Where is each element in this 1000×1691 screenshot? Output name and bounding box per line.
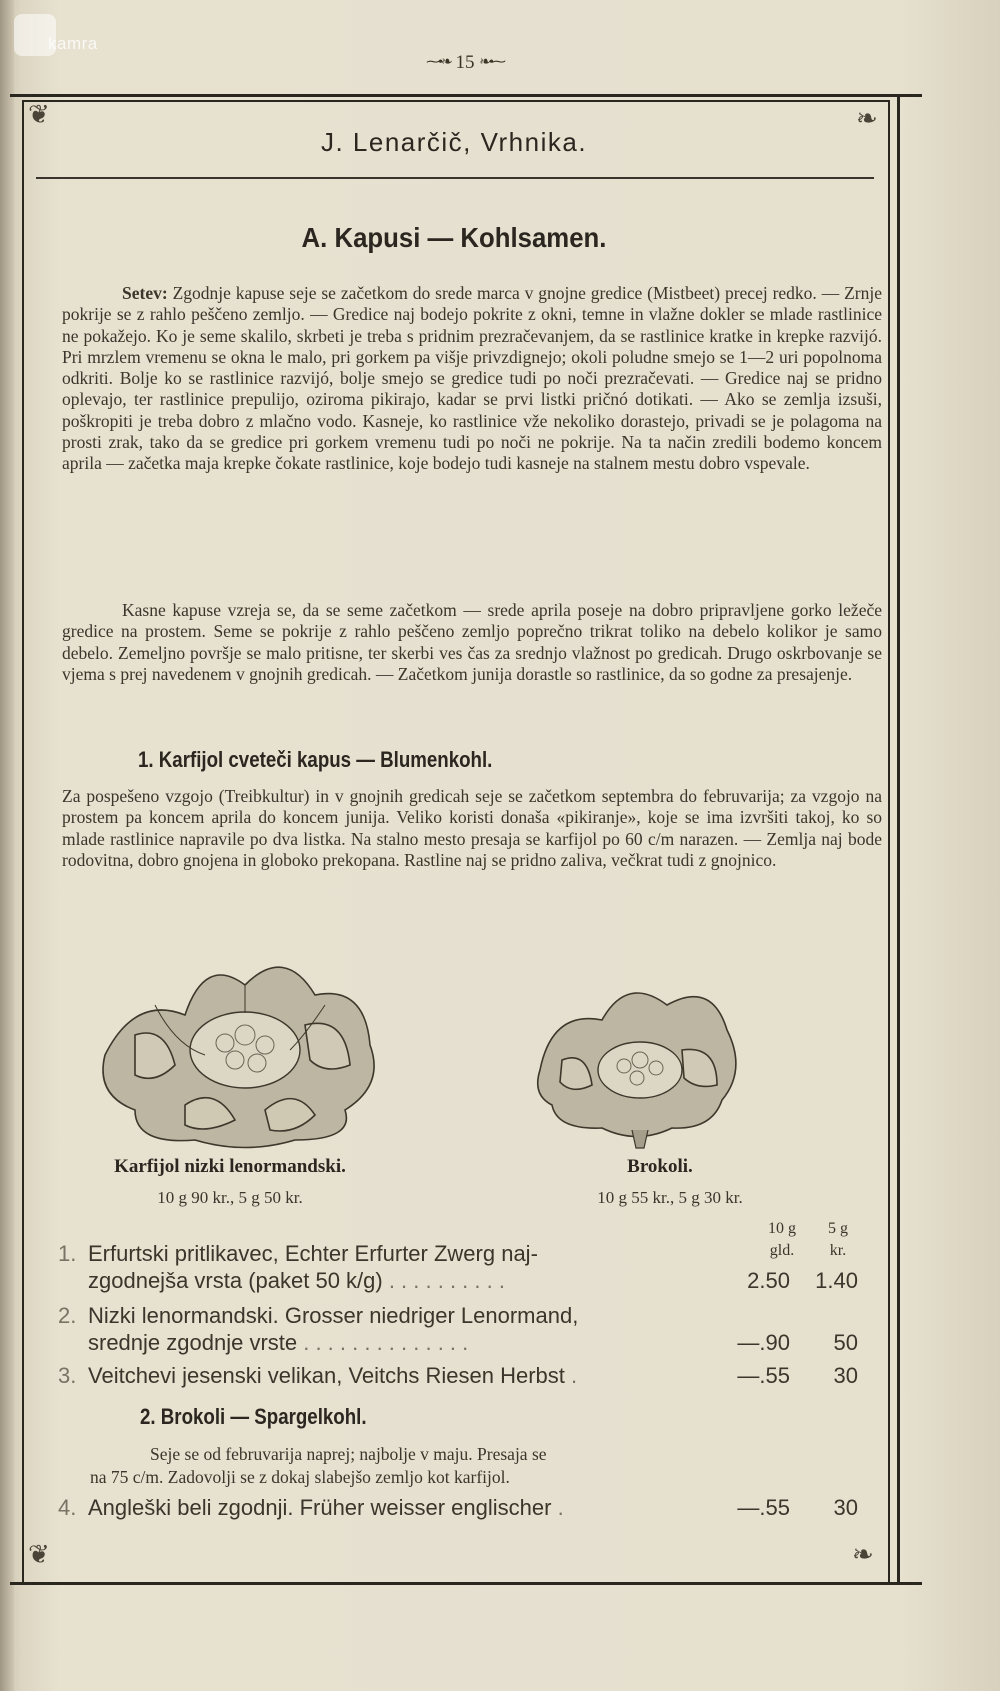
figure-price-cauliflower: 10 g 90 kr., 5 g 50 kr.: [157, 1188, 303, 1207]
intro-text-1: Zgodnje kapuse seje se začetkom do srede marca v gnojne gredice (Mistbeet) precej redko. — Zrnje pokrije se z rahlo peščeno zemljo. — Gredice naj bodejo pokrite z okni, temne in vlažne dokler se mlade rastlinice ne pokažejo. Ko je seme skalilo, skrbeti je treba s pridnim prezračevanjem, da se rastlinice kratke in krepke razvijó. Pri mrzlem vremenu se okna le malo, pri gorkem pa višje privzdignejo; okoli poludne smejo se 1—2 uri popolnoma odkriti. Bolje ko se rastlinice razvijó, bolje smejo se gredice tudi po noči prezračevati. — Gredice naj se pridno oplevajo, ter rastlinice prepulijo, oziroma pikirajo, kadar se prvi listki pričnó dotikati. — Ako se zemlja izsuši, poškropiti je treba dobro z mlačno vodo. Kasneje, ko rastlinice vže nekoliko dorastejo, privadi se je polagoma na prosti zrak, tako da se gredice pri gorkem vremenu tudi po noči ne pokrije. Na ta način zredili bodemo koncem aprila — začetka maja krepke čokate rastlinice, koje bodejo tudi kasneje na stalnem mestu dobro vspevale.: [62, 283, 882, 474]
item-number: 3.: [58, 1363, 77, 1388]
page-number: [0, 52, 930, 74]
cauliflower-illustration: [95, 935, 385, 1155]
item-name-continued: srednje zgodnje vrste . . . . . . . . . . . . . .: [88, 1330, 469, 1355]
figure-price-broccoli: 10 g 55 kr., 5 g 30 kr.: [597, 1188, 743, 1207]
watermark-text: kamra: [48, 34, 98, 53]
price-list-item: [58, 1240, 868, 1296]
price-list-item: [58, 1362, 868, 1392]
item-price-10g: —.90: [737, 1330, 790, 1355]
broccoli-paragraph-line-1: Seje se od februvarija naprej; najbolje v maju. Presaja se: [150, 1444, 547, 1464]
top-rule: [10, 94, 922, 97]
item-price-5g: 50: [833, 1330, 858, 1355]
subsection-title-broccoli: 2. Brokoli — Spargelkohl.: [140, 1404, 367, 1429]
figure-caption-broccoli: Brokoli.: [627, 1156, 693, 1177]
item-price-5g: 30: [833, 1363, 858, 1388]
corner-ornament-top-right-icon: ❧: [856, 104, 878, 133]
price-column-10g-weight: 10 g: [768, 1220, 796, 1237]
right-rule: [897, 94, 900, 1585]
intro-paragraph-1: [62, 283, 882, 475]
item-name: Angleški beli zgodnji. Früher weisser englischer .: [88, 1495, 564, 1520]
section-title: A. Kapusi — Kohlsamen.: [301, 222, 607, 253]
corner-ornament-top-left-icon: ❦: [28, 100, 50, 129]
header-divider: [36, 177, 874, 179]
price-column-5g-unit: kr.: [829, 1242, 847, 1259]
item-name-continued: zgodnejša vrsta (paket 50 k/g) . . . . . . . . . .: [88, 1268, 505, 1293]
subsection-title-cauliflower: 1. Karfijol cveteči kapus — Blumenkohl.: [138, 747, 493, 772]
price-column-10g-unit: gld.: [769, 1242, 795, 1259]
book-binding: [0, 0, 14, 1691]
item-name: Nizki lenormandski. Grosser niedriger Lenormand,: [88, 1303, 579, 1328]
item-number: 1.: [58, 1241, 77, 1266]
item-price-10g: 2.50: [747, 1268, 790, 1293]
price-list-item: [58, 1494, 868, 1524]
figure-caption-cauliflower: Karfijol nizki lenormandski.: [114, 1156, 346, 1177]
broccoli-paragraph-line-2: na 75 c/m. Zadovolji se z dokaj slabejšo zemljo kot karfijol.: [90, 1467, 510, 1487]
price-column-5g-weight: 5 g: [828, 1220, 848, 1237]
intro-lead: Setev:: [122, 283, 168, 303]
intro-paragraph-2: [62, 600, 882, 685]
page-title: J. Lenarčič, Vrhnika.: [320, 127, 588, 157]
cauliflower-paragraph: Za pospešeno vzgojo (Treibkultur) in v gnojnih gredicah seje se začetkom septembra do februvarija; za vzgojo na prostem pa koncem aprila do koncem junija. Veliko koristi donaša «pikiranje», koje se ima izvršiti takoj, ko so mlade rastlinice napravile po dva listka. Na stalno mesto presaja se karfijol po 60 c/m narazen. — Zemlja naj bode rodovitna, dobro gnojena in globoko prekopana. Rastline naj se pridno zaliva, večkrat tudi z gnojnico.: [62, 786, 882, 870]
item-price-5g: 1.40: [815, 1268, 858, 1293]
corner-ornament-bottom-left-icon: ❦: [28, 1540, 50, 1569]
corner-ornament-bottom-right-icon: ❧: [852, 1540, 874, 1569]
page-number-left-ornament: ⁓•❧: [426, 55, 451, 70]
item-price-10g: —.55: [737, 1495, 790, 1520]
price-list-item: [58, 1302, 868, 1358]
intro-text-2: Kasne kapuse vzreja se, da se seme začetkom — srede aprila poseje na dobro pripravljene gorko ležeče gredice na prostem. Seme se pokrije z rahlo peščeno zemljo poprečno trikrat toliko na debelo kolikor je samo debelo. Zemeljno površje se malo pritisne, ter skerbi ves čas za srednjo vlažnost po gredicah. Drugo oskrbovanje se vjema s prej navedenem v gnojnih gredicah. — Začetkom junija dorastle so rastlinice, da so godne za presajenje.: [62, 600, 882, 684]
item-price-10g: —.55: [737, 1363, 790, 1388]
item-name: Erfurtski pritlikavec, Echter Erfurter Zwerg naj-: [88, 1241, 538, 1266]
page-number-value: 15: [455, 52, 475, 73]
item-number: 2.: [58, 1303, 77, 1328]
item-price-5g: 30: [833, 1495, 858, 1520]
item-name: Veitchevi jesenski velikan, Veitchs Riesen Herbst .: [88, 1363, 578, 1388]
broccoli-illustration: [532, 970, 742, 1150]
item-number: 4.: [58, 1495, 77, 1520]
page-number-right-ornament: ❧•⁓: [479, 55, 504, 70]
